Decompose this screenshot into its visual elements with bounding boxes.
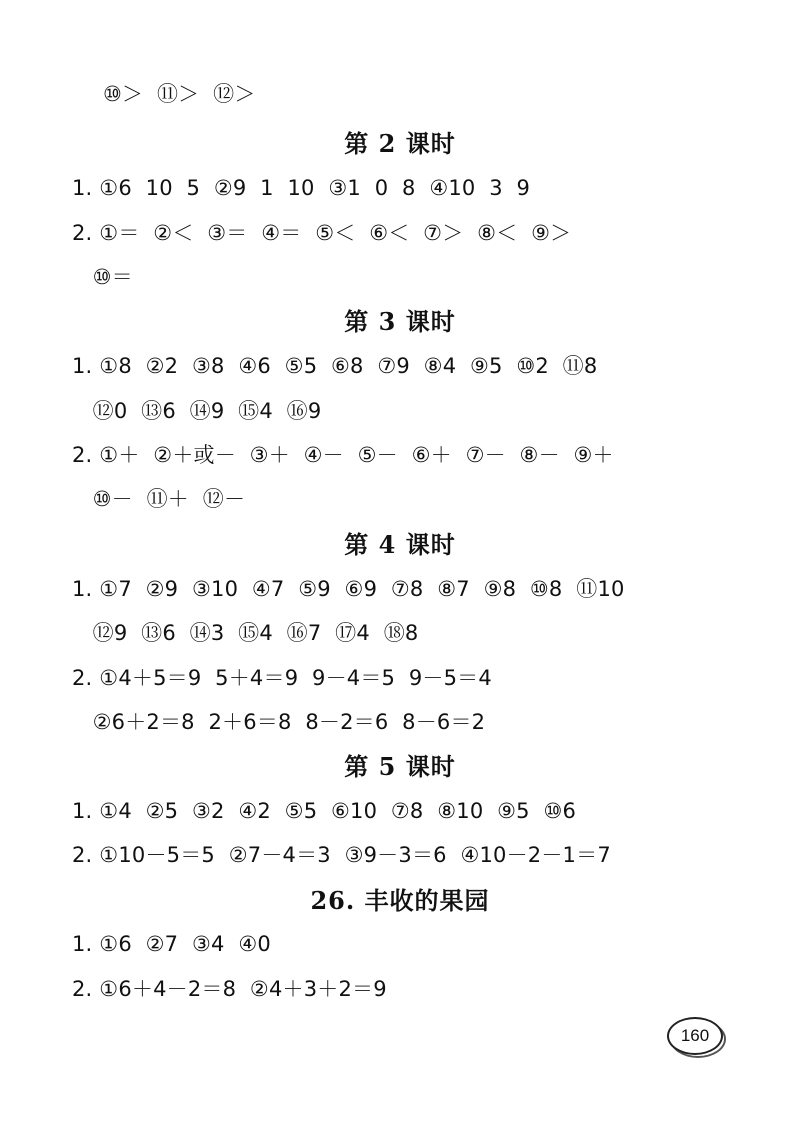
answer-line: 2. ①＋ ②＋或－ ③＋ ④－ ⑤－ ⑥＋ ⑦－ ⑧－ ⑨＋ [72,443,614,467]
answer-line: 2. ①6＋4－2＝8 ②4＋3＋2＝9 [72,977,387,1001]
section-heading: 第 5 课时 [344,752,456,781]
answer-line: 1. ①6 ②7 ③4 ④0 [72,932,271,956]
section-heading: 第 3 课时 [344,307,456,336]
section-heading: 第 2 课时 [344,129,456,158]
answer-line: ⑩＞ ⑪＞ ⑫＞ [103,82,256,106]
answer-line: ⑫9 ⑬6 ⑭3 ⑮4 ⑯7 ⑰4 ⑱8 [72,621,419,645]
answer-line: 1. ①7 ②9 ③10 ④7 ⑤9 ⑥9 ⑦8 ⑧7 ⑨8 ⑩8 ⑪10 [72,577,625,601]
answer-line: 2. ①＝ ②＜ ③＝ ④＝ ⑤＜ ⑥＜ ⑦＞ ⑧＜ ⑨＞ [72,221,572,245]
answer-line: 1. ①8 ②2 ③8 ④6 ⑤5 ⑥8 ⑦9 ⑧4 ⑨5 ⑩2 ⑪8 [72,354,598,378]
answer-line: ⑫0 ⑬6 ⑭9 ⑮4 ⑯9 [72,399,322,423]
page-number-badge [667,1017,723,1055]
answer-line: 1. ①4 ②5 ③2 ④2 ⑤5 ⑥10 ⑦8 ⑧10 ⑨5 ⑩6 [72,799,577,823]
answer-line: 2. ①4＋5＝9 5＋4＝9 9－4＝5 9－5＝4 [72,666,492,690]
answer-line: ⑩＝ [72,265,133,289]
answer-line: 2. ①10－5＝5 ②7－4＝3 ③9－3＝6 ④10－2－1＝7 [72,843,611,867]
answer-line: ②6＋2＝8 2＋6＝8 8－2＝6 8－6＝2 [72,710,486,734]
answer-line: ⑩－ ⑪＋ ⑫－ [72,487,246,511]
answer-line: 1. ①6 10 5 ②9 1 10 ③1 0 8 ④10 3 9 [72,176,531,200]
page-number: 160 [680,1026,710,1045]
section-heading: 第 4 课时 [344,530,456,559]
section-heading: 26. 丰收的果园 [310,886,490,915]
